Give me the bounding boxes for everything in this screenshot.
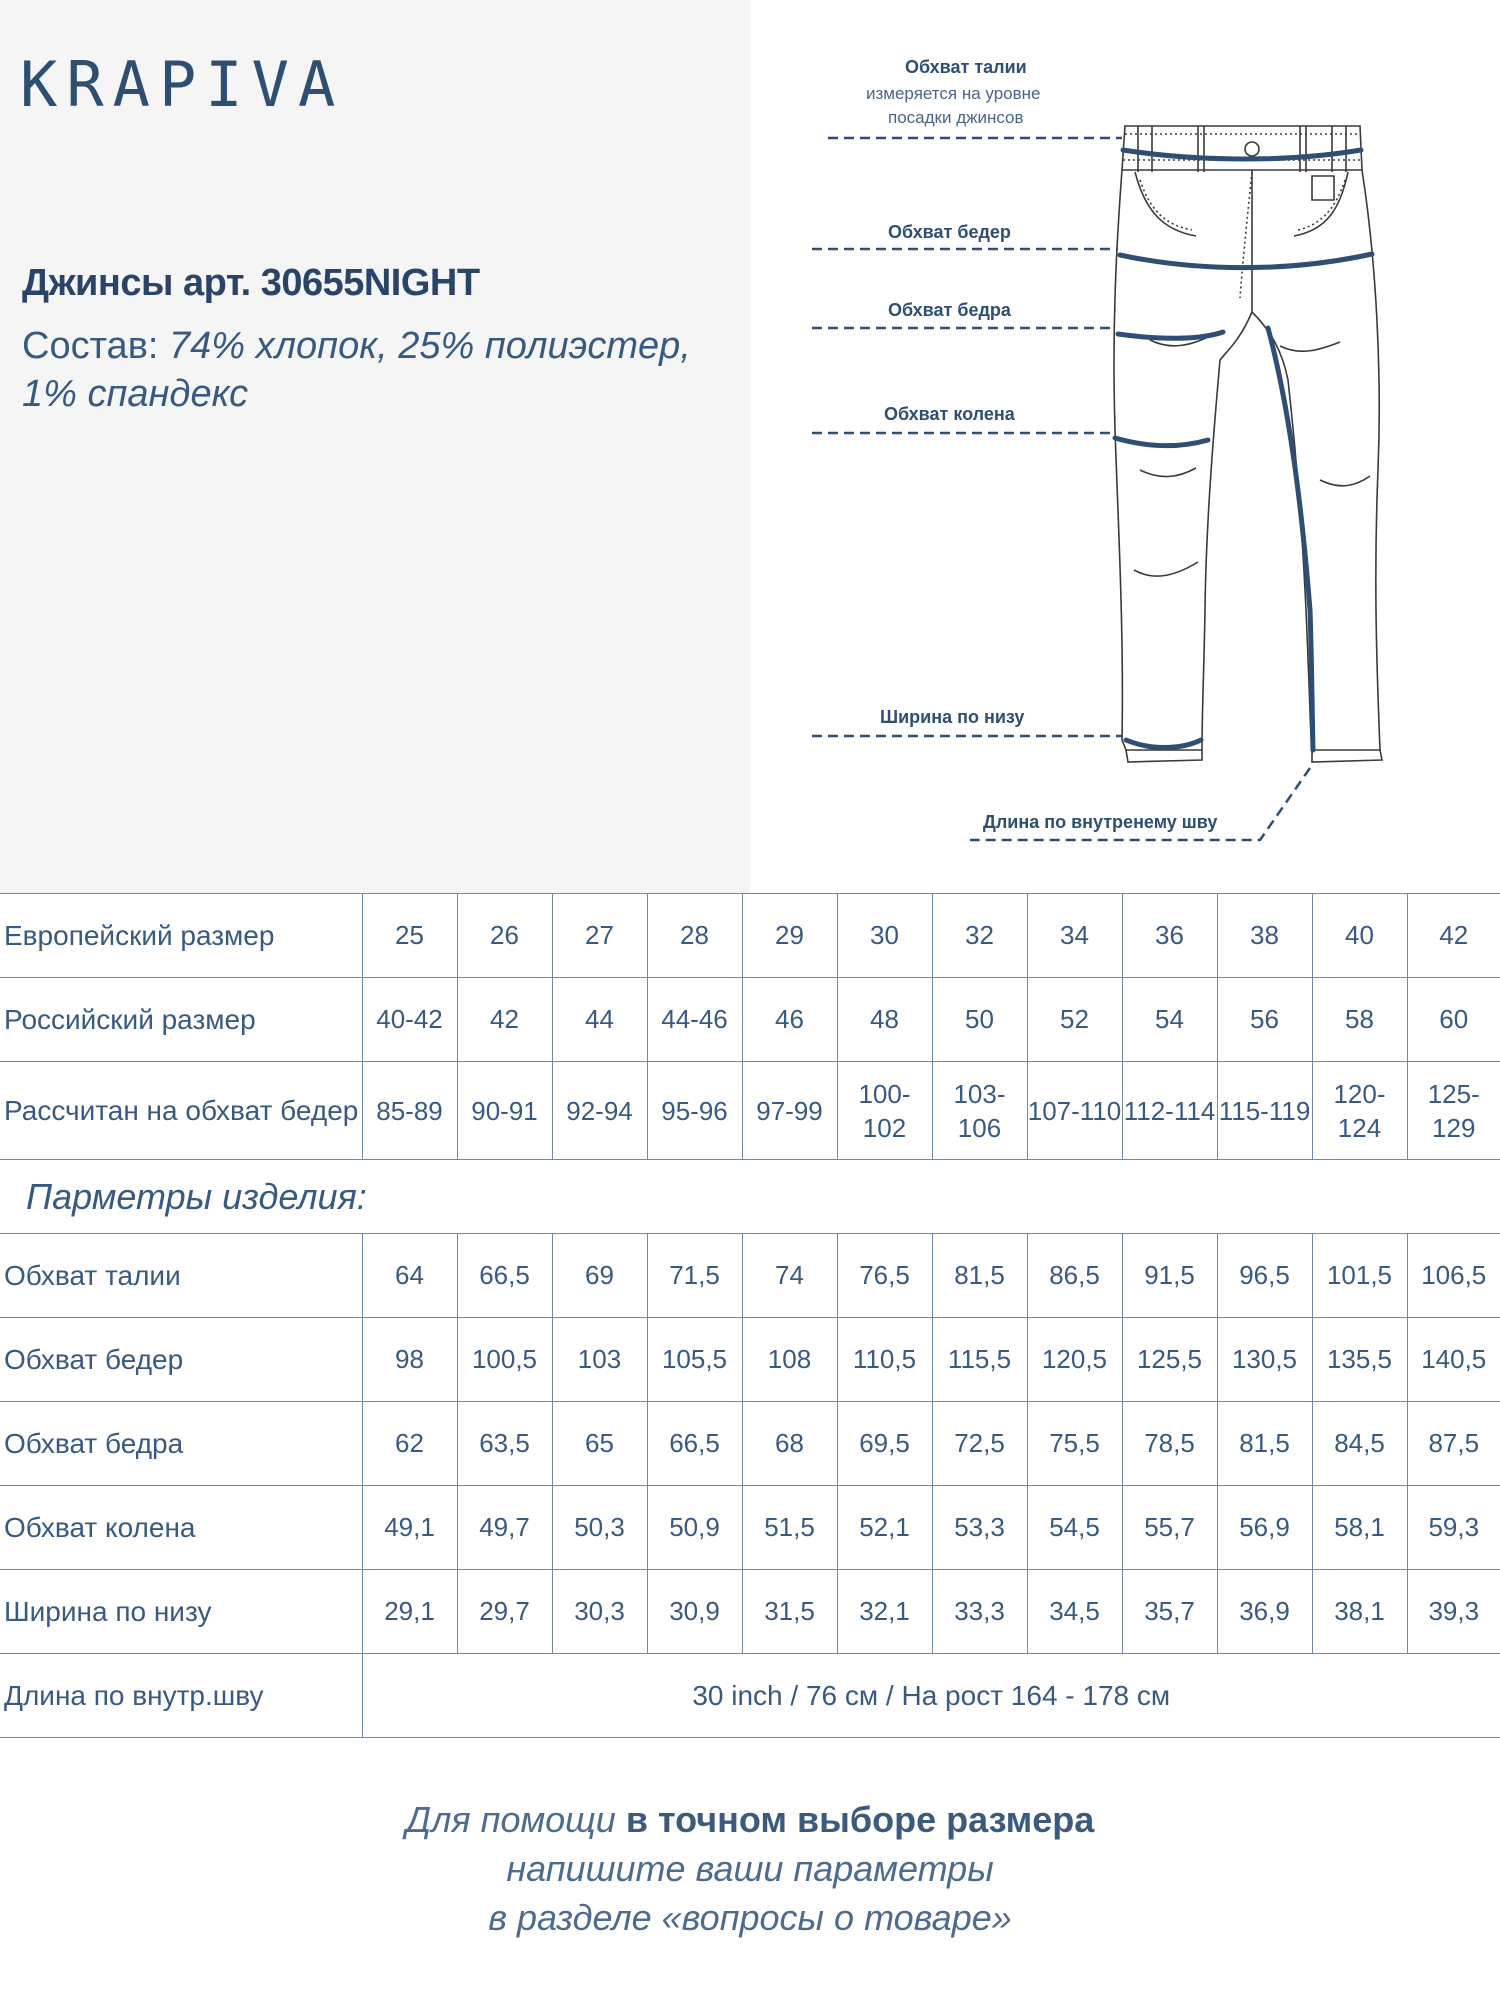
row-thigh [0, 1402, 1500, 1486]
cell: 130,5 [1217, 1318, 1312, 1402]
cell: 90-91 [457, 1062, 552, 1160]
composition-label: Состав: [22, 325, 159, 367]
cell: 140,5 [1407, 1318, 1500, 1402]
measurement-lines [1115, 150, 1372, 750]
cell: 52 [1027, 978, 1122, 1062]
cell: 74 [742, 1234, 837, 1318]
label-waist-note-2: посадки джинсов [888, 108, 1024, 127]
cell: 101,5 [1312, 1234, 1407, 1318]
cell: 40-42 [362, 978, 457, 1062]
section-title: Парметры изделия: [0, 1160, 1500, 1234]
cell: 120-124 [1312, 1062, 1407, 1160]
cell: 39,3 [1407, 1570, 1500, 1654]
cell: 69,5 [837, 1402, 932, 1486]
cell: 66,5 [647, 1402, 742, 1486]
label-knee: Обхват колена [884, 404, 1015, 424]
help-line-3: в разделе «вопросы о товаре» [488, 1897, 1012, 1938]
size-header-rows [0, 894, 1500, 1160]
row-label: Рассчитан на обхват бедер [0, 1062, 362, 1160]
section-title-row [0, 1160, 1500, 1234]
label-waist-note-1: измеряется на уровне [866, 84, 1041, 103]
cell: 38,1 [1312, 1570, 1407, 1654]
cell: 48 [837, 978, 932, 1062]
product-params-rows [0, 1160, 1500, 1738]
help-line-1 [0, 1795, 1500, 1844]
cell: 87,5 [1407, 1402, 1500, 1486]
row-label: Ширина по низу [0, 1570, 362, 1654]
row-label: Обхват бедер [0, 1318, 362, 1402]
cell: 32,1 [837, 1570, 932, 1654]
label-thigh: Обхват бедра [888, 300, 1011, 320]
cell: 33,3 [932, 1570, 1027, 1654]
row-hip-range [0, 1062, 1500, 1160]
row-hips [0, 1318, 1500, 1402]
header-panel [0, 0, 750, 893]
cell: 68 [742, 1402, 837, 1486]
cell: 59,3 [1407, 1486, 1500, 1570]
cell: 108 [742, 1318, 837, 1402]
cell: 34,5 [1027, 1570, 1122, 1654]
cell: 31,5 [742, 1570, 837, 1654]
row-label: Европейский размер [0, 894, 362, 978]
cell: 26 [457, 894, 552, 978]
cell: 54,5 [1027, 1486, 1122, 1570]
cell: 42 [457, 978, 552, 1062]
cell: 103-106 [932, 1062, 1027, 1160]
composition-value-line1: 74% хлопок, 25% полиэстер, [158, 325, 691, 367]
cell: 63,5 [457, 1402, 552, 1486]
cell: 95-96 [647, 1062, 742, 1160]
cell: 69 [552, 1234, 647, 1318]
cell: 62 [362, 1402, 457, 1486]
cell: 27 [552, 894, 647, 978]
cell: 56,9 [1217, 1486, 1312, 1570]
cell: 106,5 [1407, 1234, 1500, 1318]
cell: 56 [1217, 978, 1312, 1062]
brand-logo: KRAPIVA [20, 48, 345, 121]
cell: 38 [1217, 894, 1312, 978]
cell: 81,5 [932, 1234, 1027, 1318]
label-inseam: Длина по внутренему шву [983, 812, 1218, 832]
cell: 115-119 [1217, 1062, 1312, 1160]
jeans-drawing [800, 50, 1500, 860]
help-line-2: напишите ваши параметры [506, 1848, 994, 1889]
cell: 66,5 [457, 1234, 552, 1318]
cell: 107-110 [1027, 1062, 1122, 1160]
cell: 98 [362, 1318, 457, 1402]
cell: 50,9 [647, 1486, 742, 1570]
cell: 75,5 [1027, 1402, 1122, 1486]
cell: 85-89 [362, 1062, 457, 1160]
product-title: Джинсы арт. 30655NIGHT [22, 262, 480, 304]
cell: 44-46 [647, 978, 742, 1062]
row-eu-size [0, 894, 1500, 978]
cell: 25 [362, 894, 457, 978]
cell: 40 [1312, 894, 1407, 978]
cell: 84,5 [1312, 1402, 1407, 1486]
row-label: Длина по внутр.шву [0, 1654, 362, 1738]
row-hem [0, 1570, 1500, 1654]
cell: 76,5 [837, 1234, 932, 1318]
cell: 125,5 [1122, 1318, 1217, 1402]
cell: 46 [742, 978, 837, 1062]
cell: 64 [362, 1234, 457, 1318]
cell: 120,5 [1027, 1318, 1122, 1402]
cell: 92-94 [552, 1062, 647, 1160]
cell: 49,1 [362, 1486, 457, 1570]
cell: 135,5 [1312, 1318, 1407, 1402]
cell: 30,3 [552, 1570, 647, 1654]
cell: 36,9 [1217, 1570, 1312, 1654]
cell: 35,7 [1122, 1570, 1217, 1654]
cell: 30,9 [647, 1570, 742, 1654]
cell: 29,1 [362, 1570, 457, 1654]
row-inseam [0, 1654, 1500, 1738]
cell: 72,5 [932, 1402, 1027, 1486]
cell: 103 [552, 1318, 647, 1402]
cell: 115,5 [932, 1318, 1027, 1402]
product-composition [22, 322, 722, 418]
cell: 125-129 [1407, 1062, 1500, 1160]
row-label: Обхват бедра [0, 1402, 362, 1486]
cell: 53,3 [932, 1486, 1027, 1570]
cell: 44 [552, 978, 647, 1062]
cell: 96,5 [1217, 1234, 1312, 1318]
cell: 28 [647, 894, 742, 978]
cell: 100-102 [837, 1062, 932, 1160]
label-waist: Обхват талии [905, 57, 1027, 77]
jeans-measurement-diagram [800, 50, 1500, 865]
cell: 60 [1407, 978, 1500, 1062]
cell: 58,1 [1312, 1486, 1407, 1570]
cell: 86,5 [1027, 1234, 1122, 1318]
cell: 50,3 [552, 1486, 647, 1570]
cell: 32 [932, 894, 1027, 978]
inseam-value: 30 inch / 76 см / На рост 164 - 178 см [362, 1654, 1500, 1738]
row-ru-size [0, 978, 1500, 1062]
size-chart-table [0, 893, 1500, 1738]
cell: 112-114 [1122, 1062, 1217, 1160]
cell: 51,5 [742, 1486, 837, 1570]
cell: 50 [932, 978, 1027, 1062]
cell: 91,5 [1122, 1234, 1217, 1318]
row-label: Обхват талии [0, 1234, 362, 1318]
cell: 97-99 [742, 1062, 837, 1160]
row-knee [0, 1486, 1500, 1570]
cell: 71,5 [647, 1234, 742, 1318]
row-label: Обхват колена [0, 1486, 362, 1570]
cell: 52,1 [837, 1486, 932, 1570]
size-help-note [0, 1795, 1500, 1942]
cell: 78,5 [1122, 1402, 1217, 1486]
cell: 36 [1122, 894, 1217, 978]
cell: 110,5 [837, 1318, 932, 1402]
help-text-regular: Для помощи [405, 1799, 626, 1840]
leader-lines [812, 138, 1310, 840]
cell: 42 [1407, 894, 1500, 978]
cell: 30 [837, 894, 932, 978]
cell: 55,7 [1122, 1486, 1217, 1570]
cell: 100,5 [457, 1318, 552, 1402]
cell: 65 [552, 1402, 647, 1486]
cell: 29 [742, 894, 837, 978]
cell: 49,7 [457, 1486, 552, 1570]
cell: 105,5 [647, 1318, 742, 1402]
row-waist [0, 1234, 1500, 1318]
cell: 29,7 [457, 1570, 552, 1654]
cell: 58 [1312, 978, 1407, 1062]
row-label: Российский размер [0, 978, 362, 1062]
cell: 34 [1027, 894, 1122, 978]
cell: 54 [1122, 978, 1217, 1062]
composition-value-line2: 1% спандекс [22, 373, 249, 415]
help-text-bold: в точном выборе размера [625, 1799, 1095, 1840]
label-hem: Ширина по низу [880, 707, 1025, 727]
cell: 81,5 [1217, 1402, 1312, 1486]
label-hips: Обхват бедер [888, 222, 1011, 242]
